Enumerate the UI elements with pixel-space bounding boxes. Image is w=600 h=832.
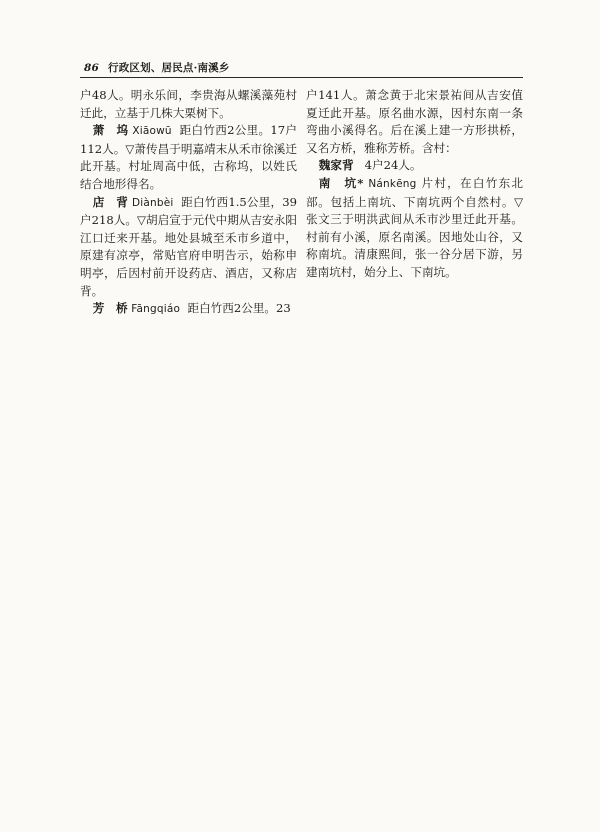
left-column [80,87,297,319]
entry-fangqiao [80,300,297,319]
entry-name: 萧 坞 [92,123,129,138]
continued-paragraph: 户141人。萧念黄于北宋景祐间从吉安值夏迁此开基。原名曲水源，因村东南一条弯曲小溪得名。后在溪上建一方形拱桥，又名方桥，雅称芳桥。含村： [306,88,523,155]
right-column [306,87,523,282]
entry-text: 片村，在白竹东北部。包括上南坑、下南坑两个自然村。▽张文三于明洪武间从禾市沙里迁此开基。村前有小溪，原名南溪。因地处山谷，又称南坑。清康熙间，张一谷分居下游，另建南坑村，始分上、下南坑。 [306,175,524,279]
continued-paragraph: 户48人。明永乐间，李贵海从螺溪藻苑村迁此，立基于几株大栗树下。 [80,88,297,120]
entry-text: 距白竹西2公里。23 [187,301,291,316]
entry-pinyin: Fāngqiáo [131,303,181,316]
header-rule [80,77,523,78]
entry-pinyin: Diànbèi [131,196,174,209]
sub-entry-name: 魏家背 [318,158,354,173]
entry-xiaowu [80,122,297,193]
entry-text: 距白竹西2公里。17户112人。▽萧传昌于明嘉靖末从禾市徐溪迁此开基。村址周高中低，古称坞，以姓氏结合地形得名。 [80,123,297,191]
entry-pinyin: Nánkēng [368,177,417,190]
entry-text: 距白竹西1.5公里，39户218人。▽胡启宣于元代中期从吉安永阳江口迁来开基。地处县城至禾市乡道中，原建有凉亭，常贴官府申明告示，始称申明亭，后因村前开设药店、酒店，又称店背。 [80,194,298,298]
entry-name: 店 背 [92,194,129,209]
entry-nankeng [306,175,523,282]
page-number: 86 [84,62,100,74]
entry-dianbei [80,194,297,301]
running-header [84,60,230,75]
entry-pinyin: Xiāowū [132,125,172,138]
sub-entry-text: 4户24人。 [364,158,422,173]
header-title: 行政区划、居民点·南溪乡 [108,62,230,74]
entry-name: 南 坑* [318,175,364,190]
sub-entry-weijiabei [306,157,523,175]
entry-name: 芳 桥 [92,301,128,316]
